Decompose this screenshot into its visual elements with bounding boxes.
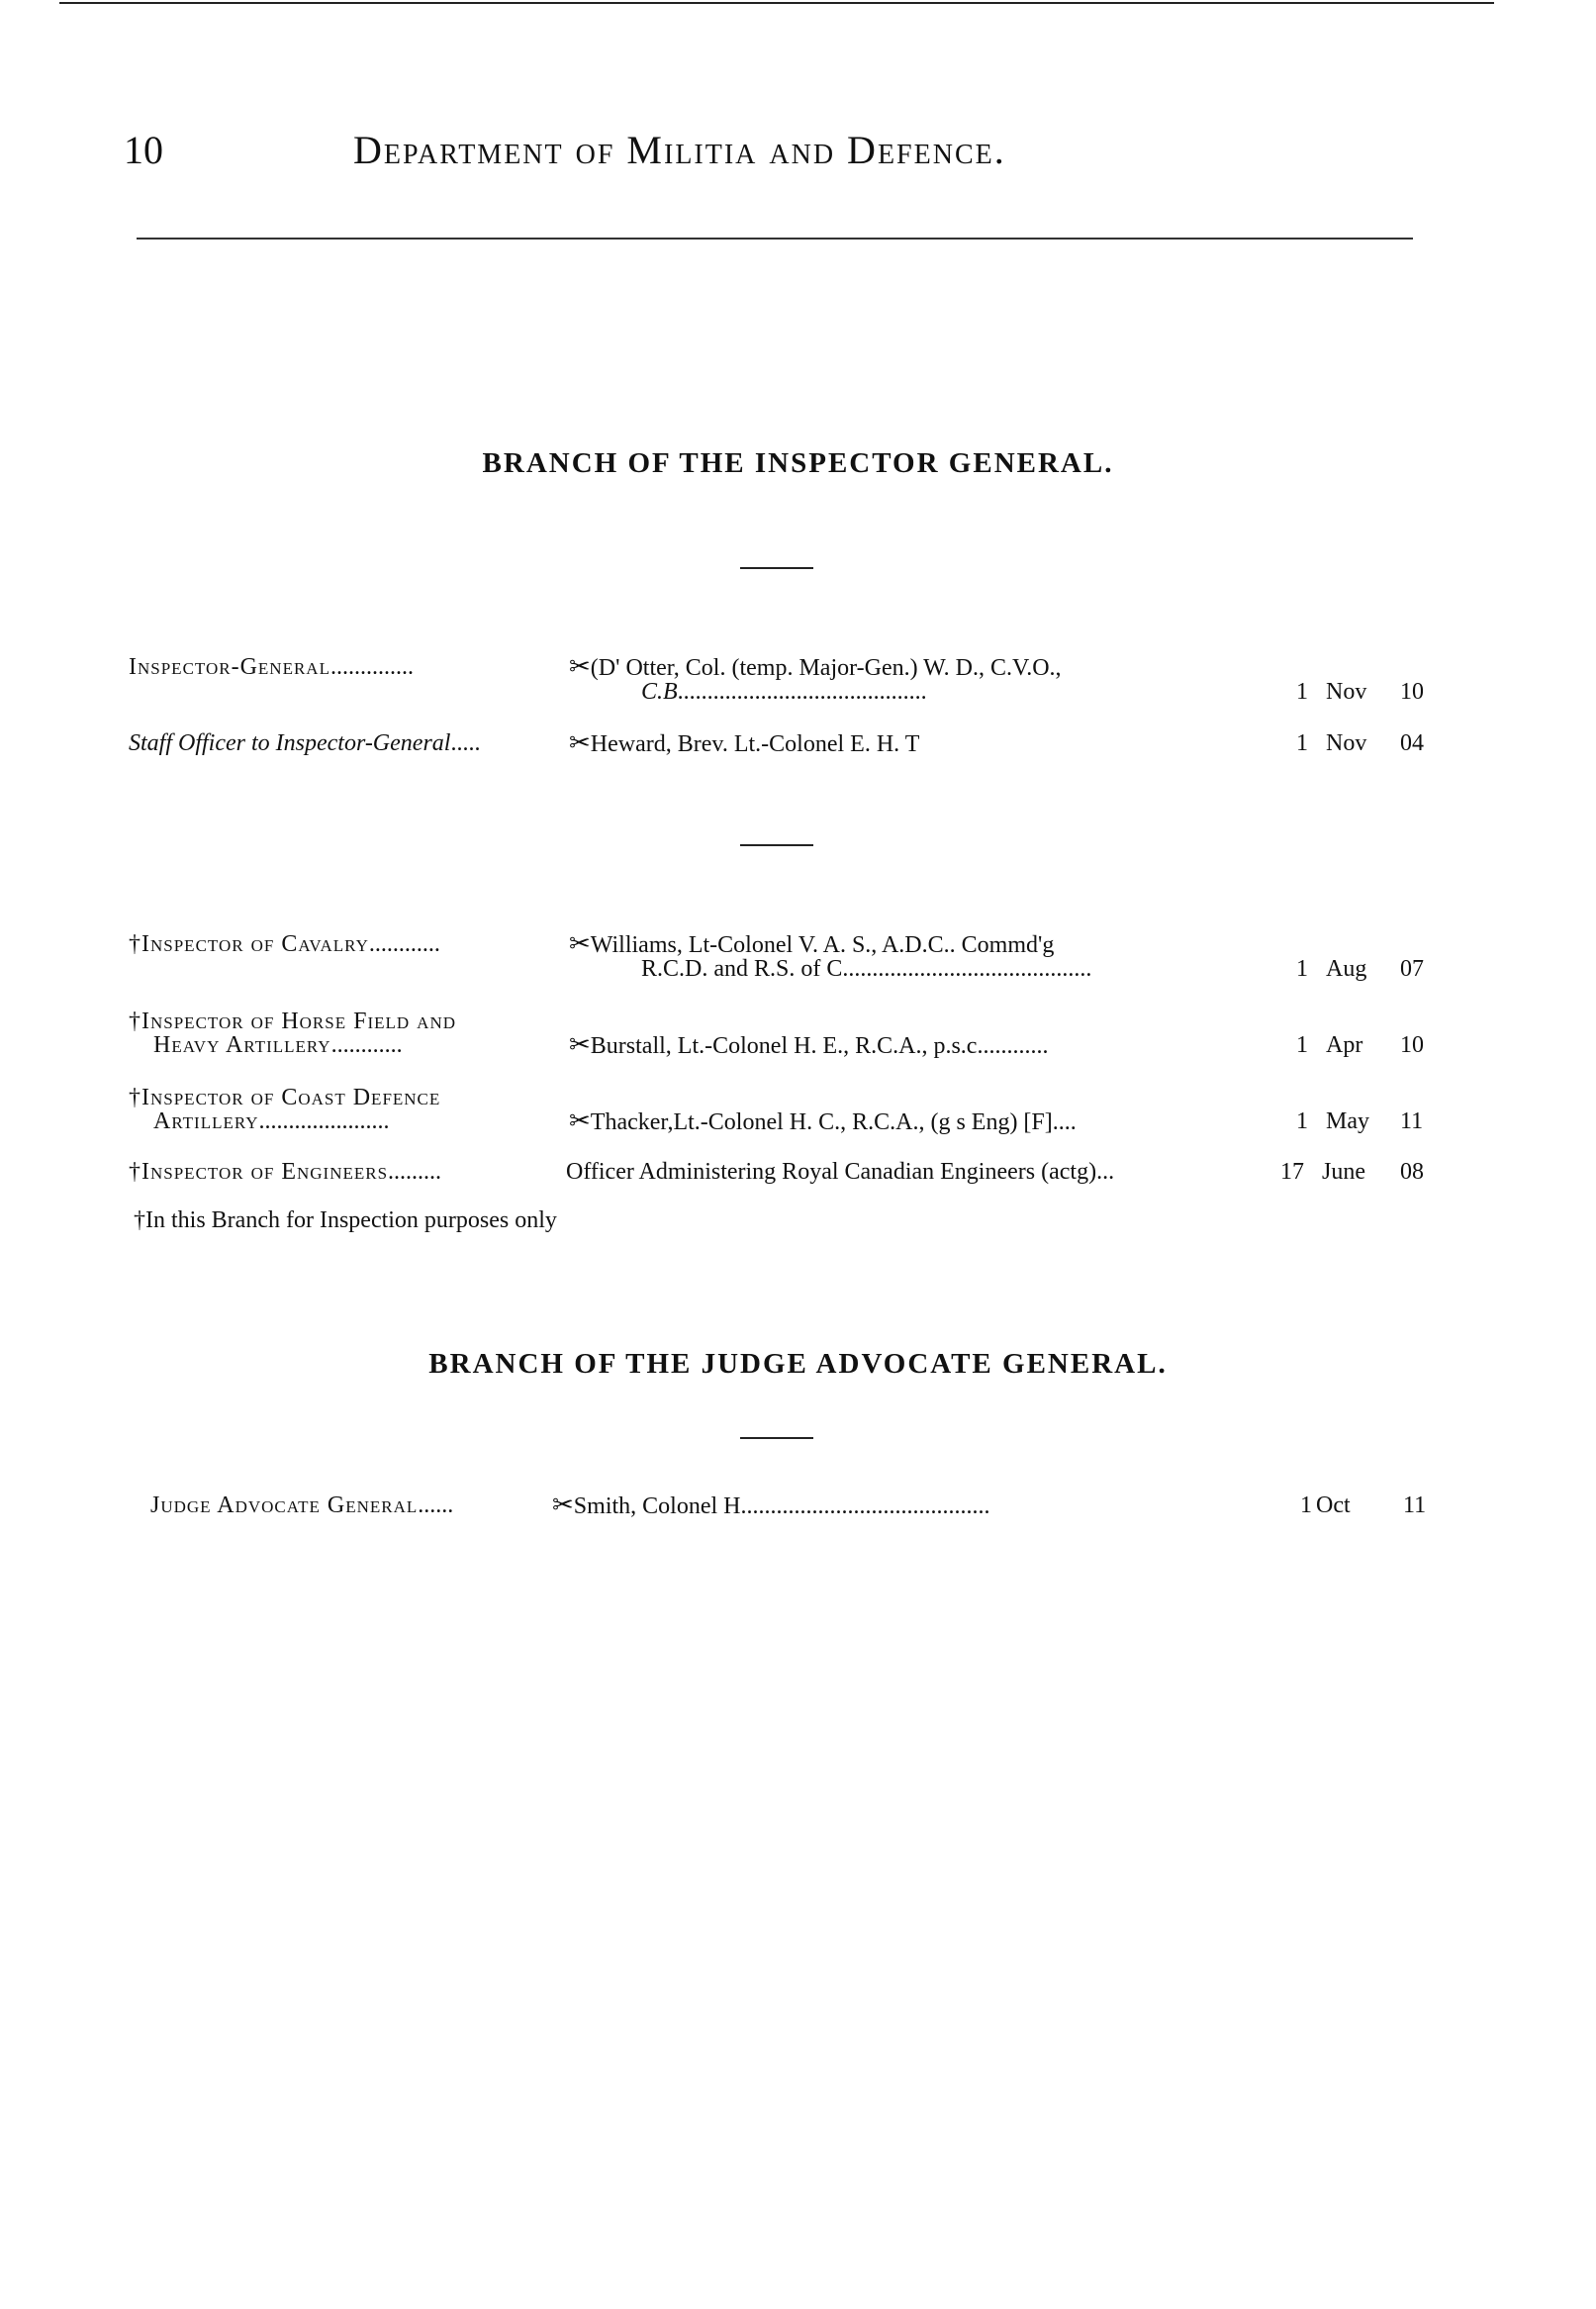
office-title: Judge Advocate General bbox=[150, 1492, 419, 1518]
page-number: 10 bbox=[124, 128, 163, 172]
officer-name-continued: C.B bbox=[641, 679, 678, 705]
office-title: †Inspector of Engineers bbox=[129, 1159, 389, 1185]
leader-dots: ..... bbox=[450, 730, 481, 756]
scissors-icon: ✂ bbox=[569, 1106, 591, 1135]
section-divider bbox=[740, 844, 813, 846]
officer-name-continued: R.C.D. and R.S. of C bbox=[641, 956, 843, 982]
top-rule bbox=[59, 2, 1494, 4]
appointment-month: May bbox=[1326, 1108, 1369, 1134]
section-divider bbox=[740, 1437, 813, 1439]
appointment-year: 11 bbox=[1403, 1492, 1427, 1518]
page-header bbox=[124, 127, 1410, 186]
section-title-judge-advocate-general: BRANCH OF THE JUDGE ADVOCATE GENERAL. bbox=[428, 1348, 1168, 1380]
office-title: Inspector-General bbox=[129, 654, 330, 680]
officer-name: Heward, Brev. Lt.-Colonel E. H. T bbox=[590, 731, 920, 757]
scissors-icon: ✂ bbox=[569, 1030, 591, 1059]
leader-dots: .............. bbox=[329, 654, 414, 680]
section-divider bbox=[740, 567, 813, 569]
office-title: Staff Officer to Inspector-General bbox=[129, 730, 451, 756]
officer-name: (D' Otter, Col. (temp. Major-Gen.) W. D., C.V.O., bbox=[590, 655, 1062, 681]
appointment-day: 1 bbox=[1300, 1492, 1312, 1518]
leader-dots: .......................................... bbox=[677, 679, 927, 705]
officer-name: Burstall, Lt.-Colonel H. E., R.C.A., p.s.c bbox=[590, 1033, 978, 1059]
appointment-month: Aug bbox=[1326, 956, 1367, 982]
appointment-year: 10 bbox=[1400, 1032, 1424, 1058]
appointment-year: 10 bbox=[1400, 679, 1424, 705]
office-title: †Inspector of Cavalry bbox=[129, 931, 369, 957]
leader-dots: .......................................... bbox=[740, 1493, 990, 1519]
appointment-day: 1 bbox=[1296, 1032, 1308, 1058]
appointment-month: Nov bbox=[1326, 679, 1367, 705]
office-title: †Inspector of Horse Field and bbox=[129, 1009, 456, 1034]
appointment-year: 08 bbox=[1400, 1159, 1424, 1185]
leader-dots: ...................... bbox=[258, 1108, 390, 1134]
appointment-day: 1 bbox=[1296, 679, 1308, 705]
scissors-icon: ✂ bbox=[569, 929, 591, 958]
leader-dots: .......................................... bbox=[842, 956, 1092, 982]
officer-name: Officer Administering Royal Canadian Engineers (actg)... bbox=[566, 1159, 1115, 1185]
appointment-year: 04 bbox=[1400, 730, 1424, 756]
scissors-icon: ✂ bbox=[569, 652, 591, 681]
office-title-continued: Heavy Artillery bbox=[153, 1032, 331, 1058]
officer-name: Williams, Lt-Colonel V. A. S., A.D.C.. Commd'g bbox=[590, 932, 1055, 958]
scissors-icon: ✂ bbox=[552, 1491, 574, 1519]
leader-dots: ............ bbox=[330, 1032, 403, 1058]
appointment-month: Oct bbox=[1316, 1492, 1351, 1518]
officer-name: Thacker,Lt.-Colonel H. C., R.C.A., (g s Eng) [F].... bbox=[590, 1109, 1077, 1135]
leader-dots: ............ bbox=[977, 1033, 1049, 1059]
officer-name: Smith, Colonel H bbox=[573, 1493, 741, 1519]
scissors-icon: ✂ bbox=[569, 728, 591, 757]
office-title-continued: Artillery bbox=[153, 1108, 259, 1134]
appointment-day: 1 bbox=[1296, 1108, 1308, 1134]
running-head: Department of Militia and Defence. bbox=[353, 128, 1006, 172]
leader-dots: ...... bbox=[418, 1492, 454, 1518]
header-rule bbox=[137, 238, 1413, 240]
section-title-inspector-general: BRANCH OF THE INSPECTOR GENERAL. bbox=[482, 447, 1114, 479]
appointment-day: 1 bbox=[1296, 956, 1308, 982]
appointment-month: Apr bbox=[1326, 1032, 1363, 1058]
appointment-year: 07 bbox=[1400, 956, 1424, 982]
appointment-year: 11 bbox=[1400, 1108, 1424, 1134]
appointment-day: 17 bbox=[1280, 1159, 1304, 1185]
appointment-month: June bbox=[1322, 1159, 1365, 1185]
appointment-day: 1 bbox=[1296, 730, 1308, 756]
footnote: †In this Branch for Inspection purposes only bbox=[134, 1207, 557, 1233]
leader-dots: ......... bbox=[388, 1159, 442, 1185]
leader-dots: ............ bbox=[368, 931, 440, 957]
appointment-month: Nov bbox=[1326, 730, 1367, 756]
office-title: †Inspector of Coast Defence bbox=[129, 1085, 441, 1110]
